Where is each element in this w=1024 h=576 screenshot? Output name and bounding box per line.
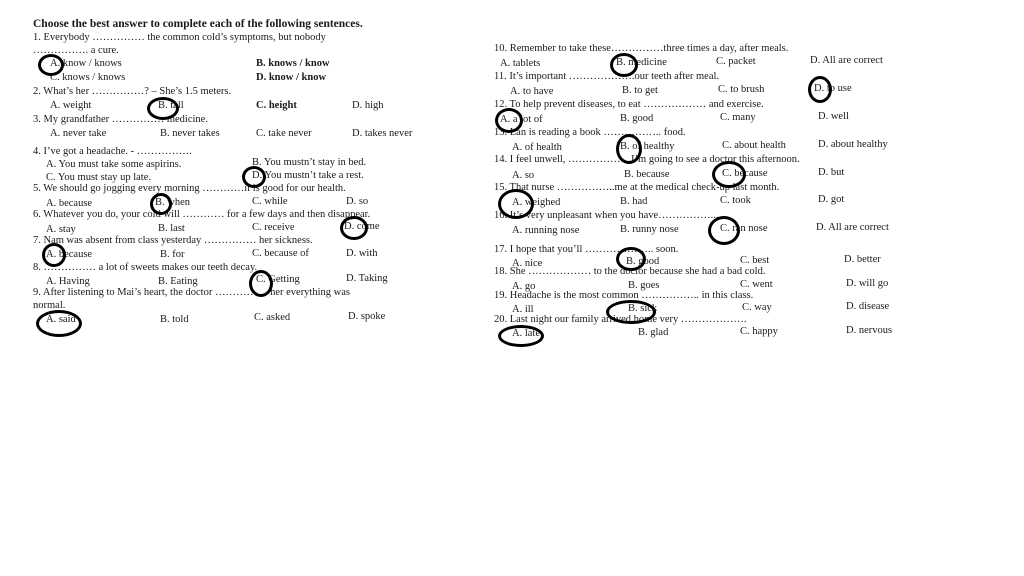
q4-option-d: D. You mustn’t take a rest.	[252, 170, 364, 181]
q10-option-a: A. tablets	[500, 58, 541, 69]
q16-option-b: B. runny nose	[620, 224, 679, 235]
q19-option-b: B. sick	[628, 303, 658, 314]
question-11: 11. It’s important ……………….our teeth after meal.	[494, 71, 720, 82]
q11-option-c: C. to brush	[718, 84, 765, 95]
q16-option-d: D. All are correct	[816, 222, 889, 233]
question-16: 16. It’s very unpleasant when you have……………....	[494, 210, 722, 221]
answer-circle-q8	[249, 270, 273, 297]
q13-option-a: A. of health	[512, 142, 562, 153]
q20-option-b: B. glad	[638, 327, 669, 338]
q3-option-a: A. never take	[50, 128, 107, 139]
q13-option-d: D. about healthy	[818, 139, 888, 150]
answer-circle-q12	[495, 108, 523, 133]
q12-option-d: D. well	[818, 111, 849, 122]
q20-option-a: A. late	[512, 328, 540, 339]
question-7: 7. Nam was absent from class yesterday …………… her sickness.	[33, 235, 313, 246]
q5-option-b: B. when	[155, 197, 190, 208]
q16-option-a: A. running nose	[512, 225, 580, 236]
q14-option-b: B. because	[624, 169, 670, 180]
q3-option-d: D. takes never	[352, 128, 413, 139]
q14-option-a: A. so	[512, 170, 535, 181]
q12-option-b: B. good	[620, 113, 654, 124]
answer-circle-q4	[242, 166, 266, 188]
q6-option-c: C. receive	[252, 222, 295, 233]
answer-circle-q15	[498, 189, 534, 219]
q2-option-b: B. tall	[158, 100, 184, 111]
q9-option-b: B. told	[160, 314, 189, 325]
q2-option-a: A. weight	[50, 100, 92, 111]
q1-option-b: B. knows / know	[256, 58, 330, 69]
q17-option-b: B. good	[626, 256, 660, 267]
q7-option-a: A. because	[46, 249, 93, 260]
q5-option-c: C. while	[252, 196, 288, 207]
q15-option-c: C. took	[720, 195, 751, 206]
q9-option-a: A. said	[46, 314, 76, 325]
question-4: 4. I’ve got a headache. - …………….	[33, 146, 192, 157]
q8-option-d: D. Taking	[346, 273, 388, 284]
q18-option-c: C. went	[740, 279, 773, 290]
page-title: Choose the best answer to complete each of the following sentences.	[33, 18, 363, 30]
q20-option-c: C. happy	[740, 326, 778, 337]
answer-circle-q17	[616, 247, 646, 271]
question-14: 14. I feel unwell, ………………I’m going to see a doctor this afternoon.	[494, 154, 800, 165]
answer-circle-q20	[498, 325, 544, 347]
question-9-line1: 9. After listening to Mai’s heart, the doctor …………… her everything was	[33, 287, 350, 298]
q15-option-a: A. weighed	[512, 197, 561, 208]
question-8: 8. …………… a lot of sweets makes our teeth decay.	[33, 262, 258, 273]
q10-option-d: D. All are correct	[810, 55, 883, 66]
q7-option-b: B. for	[160, 249, 185, 260]
question-5: 5. We should go jogging every morning …………it is good for our health.	[33, 183, 346, 194]
q13-option-c: C. about health	[722, 140, 786, 151]
q1-option-d: D. know / know	[256, 72, 327, 83]
q14-option-d: D. but	[818, 167, 845, 178]
question-19: 19. Headache is the most common …………….. in this class.	[494, 290, 754, 301]
answer-circle-q9	[36, 310, 82, 337]
q19-option-c: C. way	[742, 302, 772, 313]
q11-option-a: A. to have	[510, 86, 554, 97]
q8-option-b: B. Eating	[158, 276, 198, 287]
q17-option-c: C. best	[740, 255, 770, 266]
answer-circle-q2	[147, 97, 179, 120]
q9-option-d: D. spoke	[348, 311, 386, 322]
question-1-line1: 1. Everybody …………… the common cold’s symptoms, but nobody	[33, 32, 326, 43]
q9-option-c: C. asked	[254, 312, 291, 323]
q4-option-b: B. You mustn’t stay in bed.	[252, 157, 367, 168]
q3-option-b: B. never takes	[160, 128, 220, 139]
q1-option-a: A. know / knows	[50, 58, 122, 69]
q11-option-d: D. to use	[814, 83, 852, 94]
q10-option-b: B. medicine	[616, 57, 667, 68]
q2-option-d: D. high	[352, 100, 384, 111]
q7-option-d: D. with	[346, 248, 378, 259]
q11-option-b: B. to get	[622, 85, 658, 96]
question-2: 2. What’s her ……………? – She’s 1.5 meters.	[33, 86, 232, 97]
answer-circle-q11	[808, 76, 832, 103]
q4-option-a: A. You must take some aspirins.	[46, 159, 182, 170]
q18-option-a: A. go	[512, 281, 536, 292]
q10-option-c: C. packet	[716, 56, 756, 67]
q8-option-c: C. Getting	[256, 274, 300, 285]
q1-option-c: C. knows / knows	[50, 72, 126, 83]
q4-option-c: C. You must stay up late.	[46, 172, 152, 183]
q16-option-c: C. ran nose	[720, 223, 768, 234]
q20-option-d: D. nervous	[846, 325, 893, 336]
q3-option-c: C. take never	[256, 128, 312, 139]
answer-circle-q16	[708, 216, 740, 245]
q12-option-a: A. a lot of	[500, 114, 543, 125]
question-6: 6. Whatever you do, your cold will ………… for a few days and then disappear.	[33, 209, 371, 220]
answer-circle-q6	[340, 216, 368, 240]
answer-circle-q7	[42, 243, 66, 267]
answer-circle-q14	[712, 161, 746, 188]
q18-option-b: B. goes	[628, 280, 660, 291]
question-3: 3. My grandfather …………… medicine.	[33, 114, 208, 125]
q17-option-a: A. nice	[512, 258, 543, 269]
question-17: 17. I hope that you’ll ……………….. soon.	[494, 244, 679, 255]
question-20: 20. Last night our family arrived home very ……………….	[494, 314, 747, 325]
answer-circle-q10	[610, 53, 638, 77]
answer-circle-q13	[616, 134, 642, 164]
q5-option-a: A. because	[46, 198, 93, 209]
q17-option-d: D. better	[844, 254, 881, 265]
question-10: 10. Remember to take these……………three times a day, after meals.	[494, 43, 789, 54]
q19-option-d: D. disease	[846, 301, 890, 312]
question-15: 15. That nurse ……………..me at the medical check-up last month.	[494, 182, 780, 193]
answer-circle-q5	[150, 193, 172, 215]
q6-option-d: D. come	[344, 221, 380, 232]
answer-circle-q19	[606, 300, 656, 324]
q6-option-a: A. stay	[46, 224, 76, 235]
q8-option-a: A. Having	[46, 276, 90, 287]
question-13: 13. Lan is reading a book …………….. food.	[494, 127, 686, 138]
q5-option-d: D. so	[346, 196, 369, 207]
question-12: 12. To help prevent diseases, to eat ……………… and exercise.	[494, 99, 764, 110]
q15-option-b: B. had	[620, 196, 648, 207]
q12-option-c: C. many	[720, 112, 756, 123]
q14-option-c: C. because	[722, 168, 768, 179]
q19-option-a: A. ill	[512, 304, 534, 315]
q13-option-b: B. of healthy	[620, 141, 675, 152]
q15-option-d: D. got	[818, 194, 845, 205]
q2-option-c: C. height	[256, 100, 297, 111]
q7-option-c: C. because of	[252, 248, 309, 259]
question-9-line2: normal.	[33, 300, 66, 311]
question-18: 18. She ……………… to the doctor because she had a bad cold.	[494, 266, 766, 277]
answer-circle-q1	[38, 54, 64, 76]
q18-option-d: D. will go	[846, 278, 889, 289]
q6-option-b: B. last	[158, 223, 185, 234]
question-1-line2: ……………. a cure.	[33, 45, 119, 56]
